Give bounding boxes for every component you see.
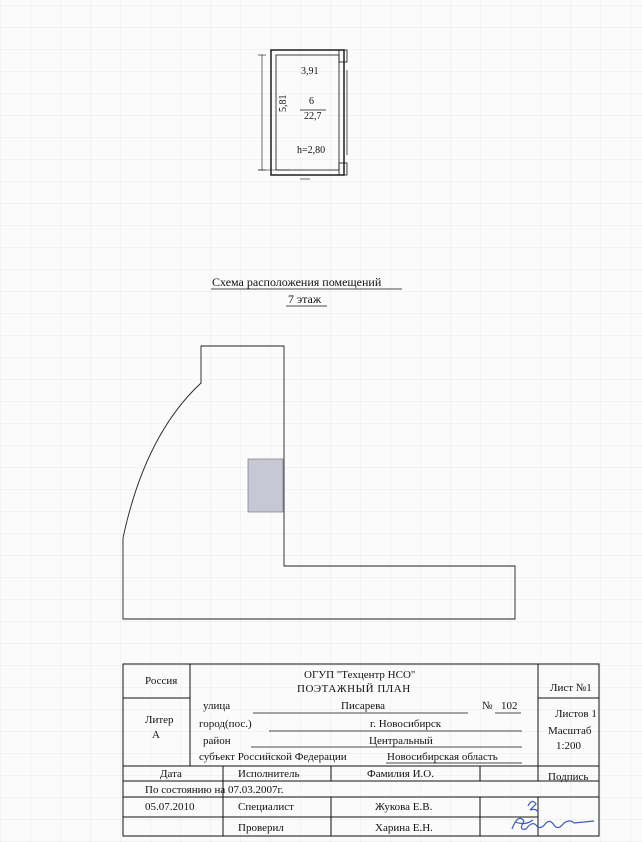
stamp-city-label: город(пос.) [199, 718, 252, 730]
stamp-as-of: По состоянию на 07.03.2007г. [145, 784, 284, 796]
stamp-subject-value: Новосибирская область [387, 751, 498, 763]
room-area-label: 22,7 [304, 111, 322, 122]
room-number-label: 6 [309, 96, 314, 107]
handwritten-signature [512, 801, 594, 829]
stamp-subject-label: субъект Российской Федерации [199, 751, 347, 763]
stamp-row1-name: Жукова Е.В. [375, 801, 433, 813]
stamp-organization: ОГУП "Техцентр НСО" [304, 669, 416, 681]
highlighted-room [248, 459, 283, 512]
stamp-col-date: Дата [160, 768, 182, 780]
scheme-floor: 7 этаж [288, 292, 322, 306]
stamp-col-executor: Исполнитель [238, 768, 300, 780]
stamp-row1-role: Специалист [238, 801, 294, 813]
stamp-col-name: Фамилия И.О. [367, 768, 434, 780]
building-outline [123, 346, 515, 619]
stamp-street-value: Писарева [341, 700, 386, 712]
stamp-district-label: район [203, 735, 231, 747]
stamp-city-value: г. Новосибирск [370, 718, 442, 730]
window-bottom-right [339, 163, 347, 175]
stamp-sheet-number: Лист №1 [550, 682, 592, 694]
stamp-col-signature: Подпись [548, 771, 589, 783]
stamp-document-type: ПОЭТАЖНЫЙ ПЛАН [297, 683, 411, 695]
stamp-row2-name: Харина Е.Н. [375, 822, 433, 834]
window-top-right [339, 50, 347, 62]
stamp-street-label: улица [203, 700, 231, 712]
stamp-sheets-total: Листов 1 [555, 708, 597, 720]
room-height-label: h=2,80 [297, 145, 326, 156]
stamp-scale-value: 1:200 [556, 740, 582, 752]
floor-outline-drawing [123, 346, 515, 619]
stamp-liter-value: А [152, 729, 160, 741]
stamp-country: Россия [145, 675, 178, 687]
scheme-title: Схема расположения помещений [212, 275, 382, 289]
stamp-district-value: Центральный [369, 735, 433, 747]
stamp-scale-label: Масштаб [548, 725, 592, 737]
stamp-number-label: № [482, 700, 493, 712]
stamp-row2-role: Проверил [238, 822, 284, 834]
room-width-label: 3,91 [301, 66, 319, 77]
stamp-row1-date: 05.07.2010 [145, 801, 195, 813]
stamp-number-value: 102 [501, 700, 518, 712]
stamp-liter-label: Литер [145, 714, 174, 726]
room-length-label: 5,81 [278, 94, 289, 112]
